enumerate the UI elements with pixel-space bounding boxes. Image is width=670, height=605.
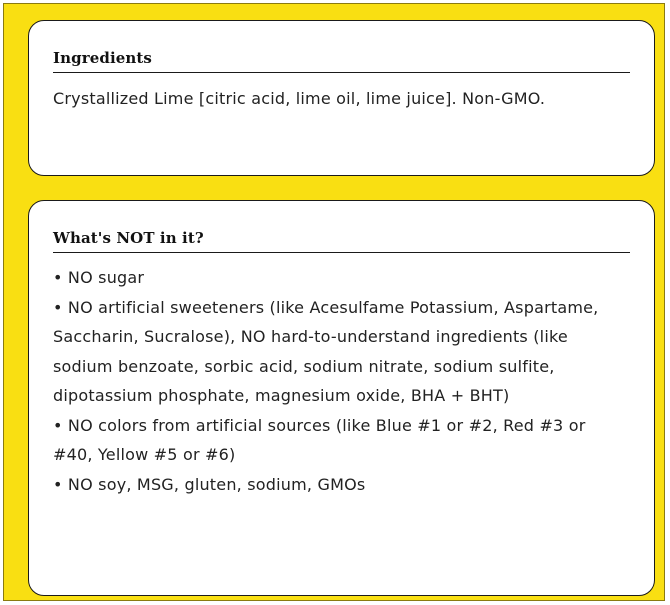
ingredients-heading: Ingredients [53, 49, 630, 73]
not-in-it-list [53, 263, 630, 499]
not-in-it-card [28, 200, 655, 596]
list-item-no-allergens: • NO soy, MSG, gluten, sodium, GMOs [53, 474, 366, 494]
yellow-panel [3, 3, 665, 601]
list-item-no-sugar: • NO sugar [53, 268, 145, 287]
list-item-no-sweeteners: • NO artificial sweeteners (like Acesulfame Potassium, Aspartame, Saccharin, Sucralose), NO hard-to-understand ingredients (like sodium benzoate, sorbic acid, sodium nitrate, sodium sulfite, dipotassium phosphate, magnesium oxide, BHA + BHT) [53, 297, 599, 405]
ingredients-text: Crystallized Lime [citric acid, lime oil, lime juice]. Non-GMO. [53, 89, 546, 108]
list-item-no-colors: • NO colors from artificial sources (like Blue #1 or #2, Red #3 or #40, Yellow #5 or #6) [53, 415, 586, 464]
not-in-it-heading: What's NOT in it? [53, 229, 630, 253]
ingredients-card [28, 20, 655, 176]
